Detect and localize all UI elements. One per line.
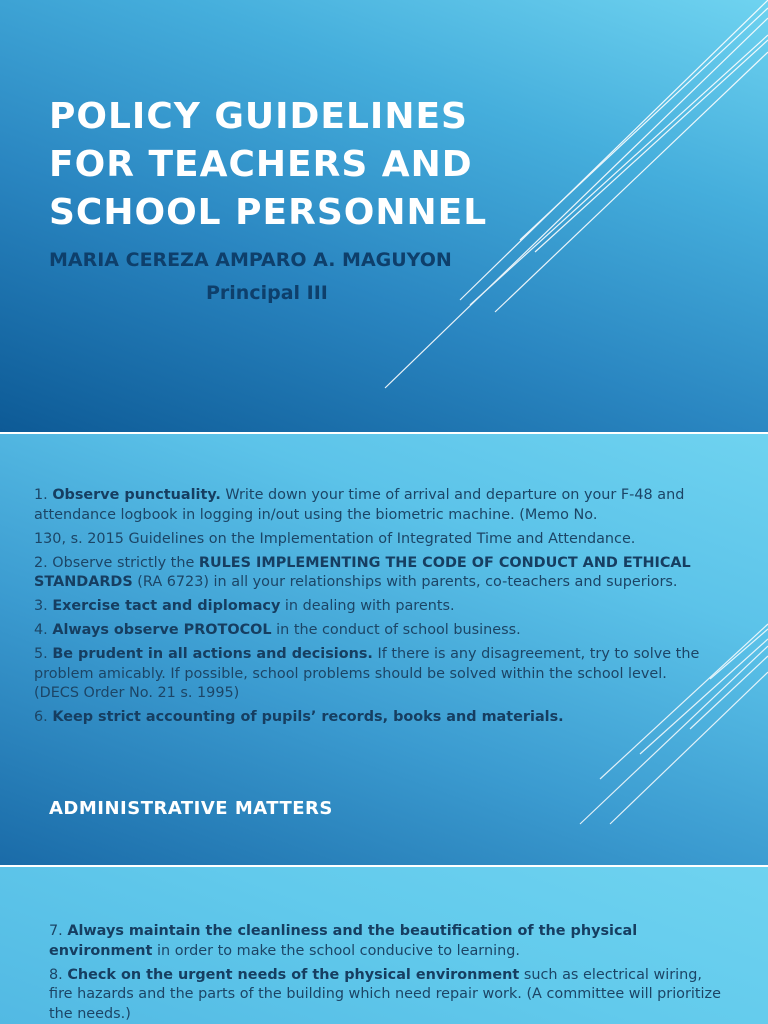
deco-line	[470, 35, 768, 305]
list-item: 4. Always observe PROTOCOL in the conduct of school business.	[34, 622, 521, 638]
section-heading: ADMINISTRATIVE MATTERS	[49, 798, 333, 819]
deco-line	[460, 0, 768, 300]
deco-line	[520, 8, 768, 240]
title-line: SCHOOL PERSONNEL	[49, 192, 488, 233]
list-item: 130, s. 2015 Guidelines on the Implementation of Integrated Time and Attendance.	[34, 530, 636, 547]
list-item: 5. Be prudent in all actions and decisions. If there is any disagreement, try to solve the problem amicably. If possible, school problems should be solved within the school level. (DECS Order No. 21 s. 1995)	[34, 646, 700, 701]
deco-line	[535, 40, 768, 252]
author-name: MARIA CEREZA AMPARO A. MAGUYON	[49, 249, 452, 271]
author-role: Principal III	[206, 282, 328, 304]
administrative-slide	[0, 867, 768, 1024]
title-line: POLICY GUIDELINES	[49, 96, 468, 137]
list-item: 1. Observe punctuality. Write down your time of arrival and departure on your F-48 and attendance logbook in logging in/out using the biometric machine. (Memo No.	[34, 487, 685, 523]
list-item: 8. Check on the urgent needs of the physical environment such as electrical wiring, fire hazards and the parts of the building which need repair work. (A committee will prioritize the needs.)	[49, 966, 721, 1022]
deco-line	[495, 52, 768, 312]
slide-title	[49, 93, 487, 237]
title-line: FOR TEACHERS AND	[49, 144, 473, 185]
list-item: 3. Exercise tact and diplomacy in dealing with parents.	[34, 598, 455, 614]
guidelines-list	[34, 486, 704, 732]
list-item: 2. Observe strictly the RULES IMPLEMENTING THE CODE OF CONDUCT AND ETHICAL STANDARDS (RA 6723) in all your relationships with parents, co-teachers and superiors.	[34, 554, 691, 590]
title-slide	[0, 0, 768, 432]
guidelines-slide	[0, 434, 768, 865]
administrative-list	[49, 922, 729, 1024]
list-item: 6. Keep strict accounting of pupils’ records, books and materials.	[34, 709, 564, 725]
list-item: 7. Always maintain the cleanliness and the beautification of the physical environment in order to make the school conducive to learning.	[49, 923, 638, 959]
